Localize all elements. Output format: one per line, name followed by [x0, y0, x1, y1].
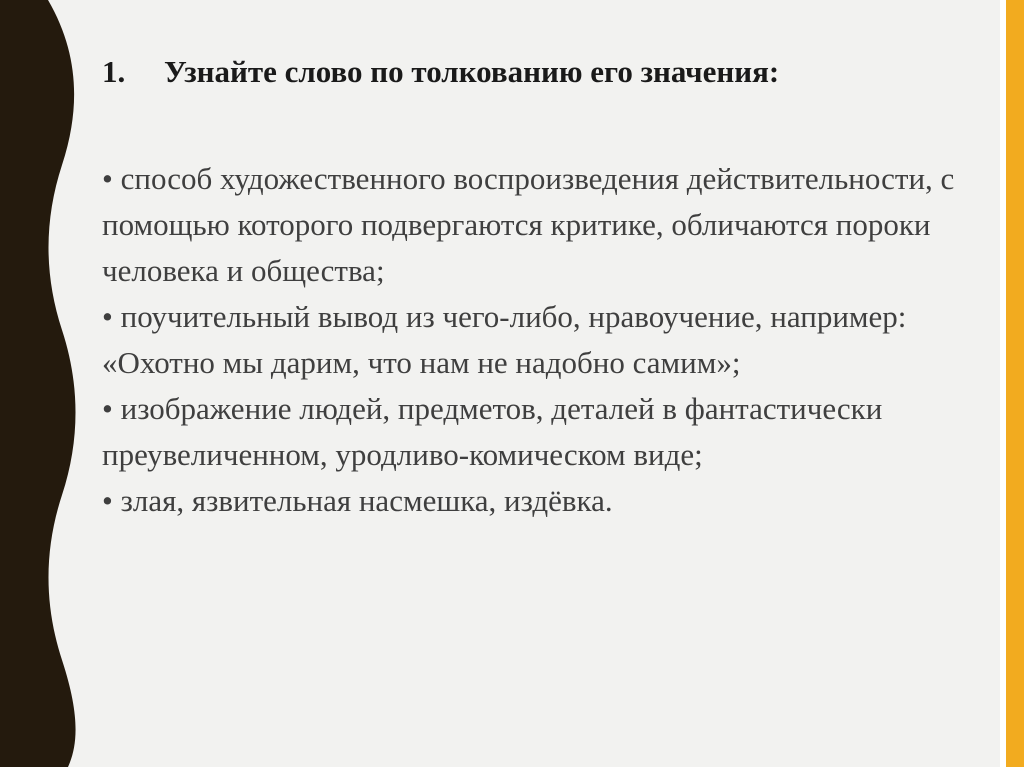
right-accent-bar [1006, 0, 1024, 767]
definition-text: злая, язвительная насмешка, издёвка. [120, 483, 613, 518]
slide-content [102, 50, 962, 524]
bullet-marker: • [102, 483, 113, 518]
slide-heading [102, 50, 962, 94]
definition-item [102, 386, 962, 478]
definition-text: изображение людей, предметов, деталей в фантастически преувеличенном, уродливо-комическом виде; [102, 391, 883, 472]
bullet-marker: • [102, 161, 113, 196]
definition-text: способ художественного воспроизведения действительности, с помощью которого подвергаются критике, обличаются пороки человека и общества; [102, 161, 955, 288]
definition-list [102, 156, 962, 524]
definition-text: поучительный вывод из чего-либо, нравоучение, например: «Охотно мы дарим, что нам не надобно самим»; [102, 299, 907, 380]
definition-item [102, 294, 962, 386]
bullet-marker: • [102, 391, 113, 426]
definition-item [102, 478, 962, 524]
heading-text: Узнайте слово по толкованию его значения: [164, 54, 780, 89]
bullet-marker: • [102, 299, 113, 334]
definition-item [102, 156, 962, 294]
wavy-border-decoration [0, 0, 90, 767]
heading-number: 1. [102, 54, 126, 89]
